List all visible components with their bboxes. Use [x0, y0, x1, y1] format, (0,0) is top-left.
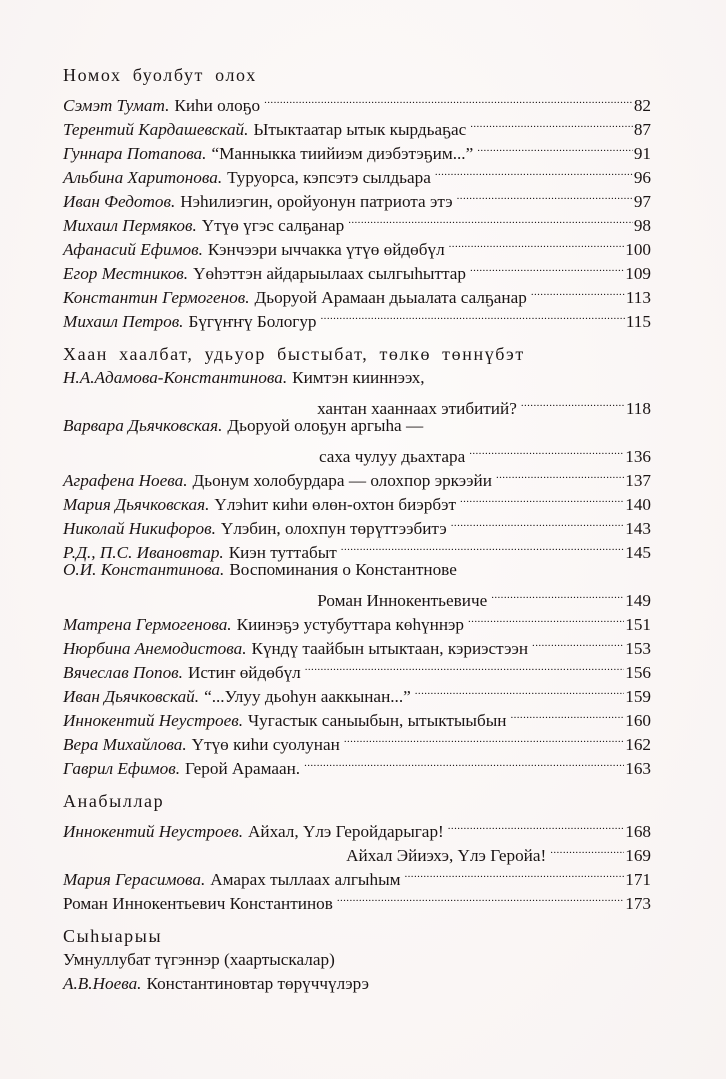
dot-leader	[460, 486, 624, 510]
entry-author: Матрена Гермогенова.	[63, 615, 232, 634]
entry-title: Үлэбин, олохпун төрүттээбитэ	[220, 519, 447, 538]
entry-author: Иннокентий Неустроев.	[63, 822, 244, 841]
entry-title: Истиҥ өйдөбүл	[187, 663, 301, 682]
entry-author: Терентий Кардашевскай.	[63, 120, 249, 139]
entry-author: А.В.Ноева.	[63, 974, 142, 993]
section-heading: Анабыллар	[63, 791, 165, 811]
entry-title: Айхал, Үлэ Геройдарыгар!	[248, 822, 444, 841]
entry-title: Роман Иннокентьевич Константинов	[63, 894, 333, 913]
entry-title: Нэhилиэгин, оройуонун патриота этэ	[180, 192, 453, 211]
entry-title: Константиновтар төрүччүлэрэ	[146, 974, 369, 993]
dot-leader	[304, 750, 624, 774]
dot-leader	[321, 303, 625, 327]
dot-leader	[521, 390, 625, 414]
dot-leader	[510, 702, 624, 726]
entry-title: Киинэҕэ устубуттара көhүннэр	[236, 615, 465, 634]
entry-title: “...Улуу дьоhун ааккынан...”	[204, 687, 411, 706]
page-number: 160	[625, 711, 651, 730]
toc-entry	[63, 87, 651, 115]
dot-leader	[531, 279, 625, 303]
entry-title: Герой Арамаан.	[185, 759, 301, 778]
page-number: 113	[625, 288, 651, 307]
entry-title: Үтүө киhи суолунан	[191, 735, 340, 754]
page-number: 109	[625, 264, 651, 283]
entry-author: Варвара Дьячковская.	[63, 416, 223, 435]
toc-entry	[63, 948, 651, 972]
dot-leader	[468, 606, 624, 630]
page-number: 163	[625, 759, 651, 778]
dot-leader	[448, 813, 624, 837]
page-number: 137	[625, 471, 651, 490]
entry-author: Константин Гермогенов.	[63, 288, 250, 307]
dot-leader	[348, 207, 633, 231]
entry-title: “Манныкка тиийиэм диэбэтэҕим...”	[211, 144, 474, 163]
entry-author: Егор Местников.	[63, 264, 189, 283]
page-number: 151	[625, 615, 651, 634]
entry-author: Михаил Пермяков.	[63, 216, 197, 235]
page-number: 162	[625, 735, 651, 754]
dot-leader	[344, 726, 624, 750]
entry-title: Дьоруой олоҕун аргыhа —	[227, 416, 424, 435]
page-number: 82	[633, 96, 651, 115]
entry-title: Туруорса, кэпсэтэ сылдьара	[227, 168, 431, 187]
entry-title: Күндү таайбын ытыктаан, кэриэстээн	[251, 639, 529, 658]
page-number: 115	[625, 312, 651, 331]
entry-author: Михаил Петров.	[63, 312, 184, 331]
toc-entry	[63, 813, 651, 841]
entry-author: Иван Федотов.	[63, 192, 176, 211]
entry-title: Киэн туттабыт	[228, 543, 337, 562]
dot-leader	[477, 135, 633, 159]
entry-author: Аграфена Ноева.	[63, 471, 188, 490]
toc-entry	[63, 414, 651, 438]
entry-title: Ытыктаатар ытык кырдьаҕас	[253, 120, 467, 139]
page-number: 169	[625, 846, 651, 865]
entry-author: Альбина Харитонова.	[63, 168, 223, 187]
entry-title: Чугастык саныыбын, ытыктыыбын	[248, 711, 507, 730]
dot-leader	[532, 630, 624, 654]
dot-leader	[341, 534, 624, 558]
dot-leader	[449, 231, 625, 255]
toc-section	[63, 924, 651, 996]
entry-author: Афанасий Ефимов.	[63, 240, 203, 259]
entry-title: Киhи олоҕо	[174, 96, 261, 115]
page-number: 98	[633, 216, 651, 235]
entry-author: Сэмэт Тумат.	[63, 96, 170, 115]
section-heading: Сыhыарыы	[63, 926, 163, 946]
entry-author: Мария Дьячковская.	[63, 495, 210, 514]
toc-section	[63, 342, 651, 778]
entry-author: Иван Дьячковскай.	[63, 687, 200, 706]
page-number: 143	[625, 519, 651, 538]
entry-author: Вера Михайлова.	[63, 735, 187, 754]
entry-author: Р.Д., П.С. Ивановтар.	[63, 543, 224, 562]
entry-title: Дьонум холобурдара — олохпор эркээйи	[192, 471, 492, 490]
toc-section	[63, 789, 651, 913]
entry-title: Кимтэн кииннээх,	[292, 368, 425, 387]
entry-author: Нюрбина Анемодистова.	[63, 639, 247, 658]
entry-title: Воспоминания о Константнове	[229, 560, 457, 579]
toc-entry-continuation	[63, 582, 651, 610]
entry-title: Роман Иннокентьевиче	[317, 591, 488, 610]
section-heading: Номох буолбут олох	[63, 65, 257, 85]
toc-entry	[63, 558, 651, 582]
entry-title: саха чулуу дьахтара	[318, 447, 466, 466]
entry-title: Айхал Эйиэхэ, Үлэ Геройа!	[346, 846, 547, 865]
toc-entry-continuation	[63, 438, 651, 466]
dot-leader	[264, 87, 633, 111]
dot-leader	[451, 510, 624, 534]
dot-leader	[337, 885, 624, 909]
entry-title: Кэнчээри ыччакка үтүө өйдөбүл	[207, 240, 445, 259]
entry-author: Иннокентий Неустроев.	[63, 711, 244, 730]
page-number: 118	[625, 399, 651, 418]
dot-leader	[435, 159, 633, 183]
entry-author: О.И. Константинова.	[63, 560, 225, 579]
page-number: 140	[625, 495, 651, 514]
entry-author: Мария Герасимова.	[63, 870, 206, 889]
page-number: 91	[633, 144, 651, 163]
entry-title: Үтүө үгэс салҕанар	[201, 216, 345, 235]
page-number: 168	[625, 822, 651, 841]
page-number: 136	[625, 447, 651, 466]
entry-title: Бүгүҥҥү Бологур	[188, 312, 317, 331]
dot-leader	[457, 183, 633, 207]
dot-leader	[550, 837, 624, 861]
page-number: 87	[633, 120, 651, 139]
page-number: 159	[625, 687, 651, 706]
page-number: 171	[625, 870, 651, 889]
entry-title: Үлэhит киhи өлөн-охтон биэрбэт	[214, 495, 456, 514]
entry-author: Гуннара Потапова.	[63, 144, 207, 163]
dot-leader	[496, 462, 624, 486]
toc-section	[63, 63, 651, 331]
section-heading: Хаан хаалбат, удьуор быстыбат, төлкө төннүбэт	[63, 344, 525, 364]
entry-author: Гаврил Ефимов.	[63, 759, 180, 778]
page-number: 173	[625, 894, 651, 913]
toc-entry	[63, 366, 651, 390]
entry-author: Вячеслав Попов.	[63, 663, 183, 682]
dot-leader	[405, 861, 625, 885]
page-number: 145	[625, 543, 651, 562]
toc-entry	[63, 972, 651, 996]
page-number: 100	[625, 240, 651, 259]
entry-author: Николай Никифоров.	[63, 519, 216, 538]
page-number: 156	[625, 663, 651, 682]
toc-entry-continuation	[63, 390, 651, 418]
dot-leader	[470, 255, 624, 279]
page-number: 153	[625, 639, 651, 658]
entry-title: Умнуллубат түгэннэр (хаартыскалар)	[63, 950, 335, 969]
dot-leader	[305, 654, 624, 678]
entry-title: Үөhэттэн айдарыылаах сылгыhыттар	[193, 264, 466, 283]
page-number: 97	[633, 192, 651, 211]
entry-title: Дьоруой Арамаан дьыалата салҕанар	[254, 288, 527, 307]
table-of-contents	[63, 63, 651, 996]
dot-leader	[470, 111, 633, 135]
dot-leader	[469, 438, 624, 462]
dot-leader	[491, 582, 624, 606]
dot-leader	[415, 678, 624, 702]
entry-title: хантан хааннаах этибитий?	[317, 399, 517, 418]
page-number: 96	[633, 168, 651, 187]
entry-title: Амарах тыллаах алгыhым	[210, 870, 401, 889]
page-number: 149	[625, 591, 651, 610]
entry-author: Н.А.Адамова-Константинова.	[63, 368, 288, 387]
